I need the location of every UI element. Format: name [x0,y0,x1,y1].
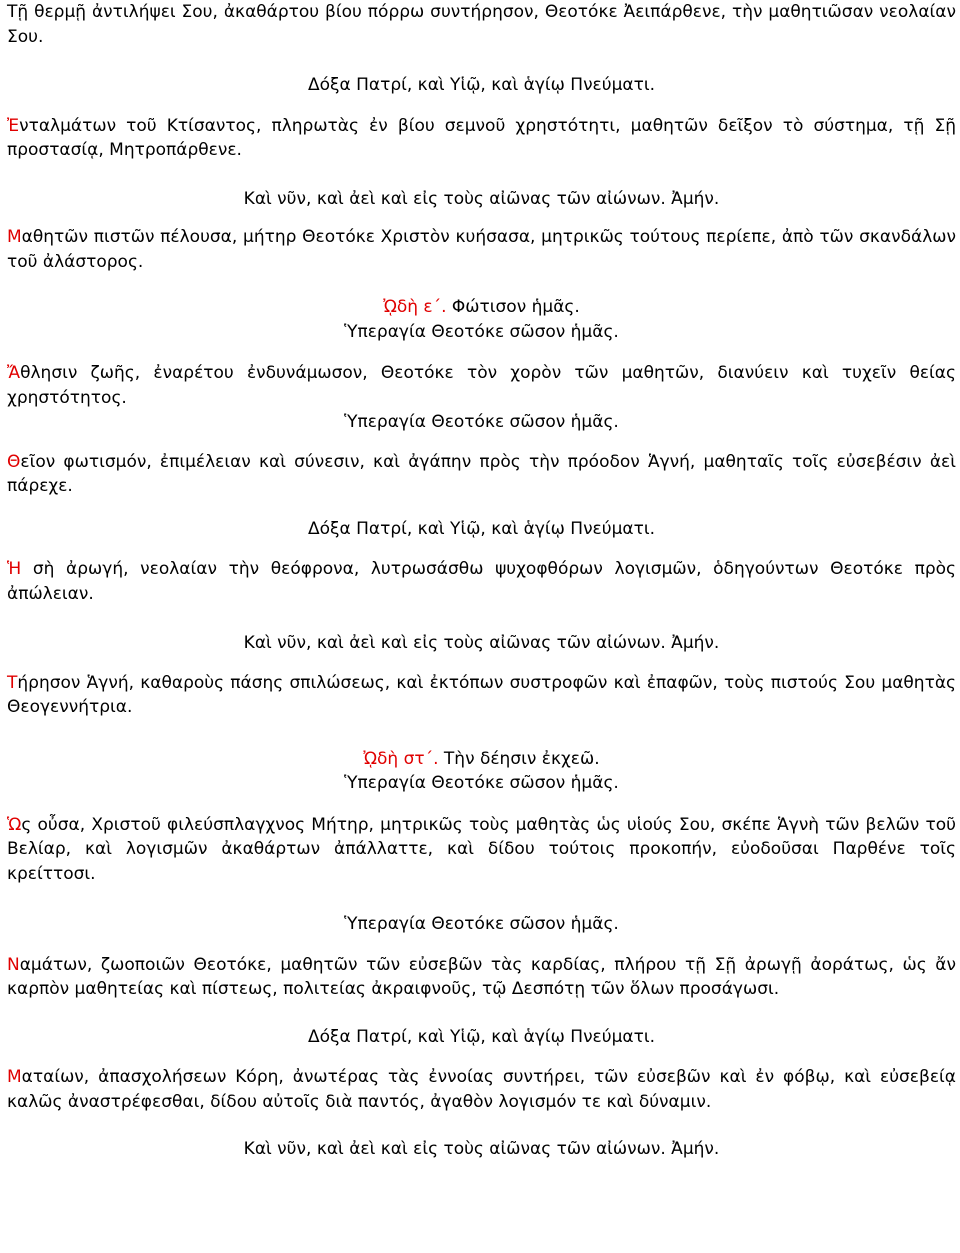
refrain: Ὑπεραγία Θεοτόκε σῶσον ἡμᾶς. [344,914,619,934]
drop-initial: Ἄ [7,363,21,383]
refrain: Ὑπεραγία Θεοτόκε σῶσον ἡμᾶς. [344,412,619,432]
ode-number: ᾨδὴ ε΄. [383,297,447,317]
refrain: Ὑπεραγία Θεοτόκε σῶσον ἡμᾶς. [344,321,619,342]
doxology: Καὶ νῦν, καὶ ἀεὶ καὶ εἰς τοὺς αἰῶνας τῶν αἰώνων. Ἀμήν. [243,1139,720,1159]
troparion-text: αμάτων, ζωοποιῶν Θεοτόκε, μαθητῶν τῶν εὐσεβῶν τὰς καρδίας, πλήρου τῇ Σῇ ἀρωγῇ ἀοράτως, ὡς ἄν καρπὸν μαθητείας καὶ πίστεως, πολιτείας ἀκραιφνοῦς, τῷ Δεσπότῃ τῶν ὅλων προσάγωσι. [7,954,956,999]
troparion [7,114,956,163]
troparion-text: ήρησον Ἁγνή, καθαροὺς πάσης σπιλώσεως, καὶ ἐκτόπων συστροφῶν καὶ ἐπαφῶν, τοὺς πιστούς Σου μαθητὰς Θεογεννήτρια. [7,672,956,717]
troparion-text: νταλμάτων τοῦ Κτίσαντος, πληρωτὰς ἐν βίου σεμνοῦ χρηστότητι, μαθητῶν δεῖξον τὸ σύστημα, τῇ Σῇ προστασίᾳ, Μητροπάρθενε. [7,115,956,160]
doxology: Δόξα Πατρί, καὶ Υἱῷ, καὶ ἁγίῳ Πνεύματι. [307,1026,655,1047]
troparion [7,450,956,499]
ode-heading [7,295,956,320]
troparion-text: ς οὖσα, Χριστοῦ φιλεύσπλαγχνος Μήτηρ, μητρικῶς τοὺς μαθητὰς ὡς υἱούς Σου, σκέπε Ἁγνὴ τῶν βελῶν τοῦ Βελίαρ, καὶ λογισμῶν ἀκαθάρτων ἀπάλλαττε, καὶ δίδου τούτοις προκοπήν, εὐοδοῦσαι Παρθένε τοῖς κρείττοσι. [7,814,956,884]
doxology: Καὶ νῦν, καὶ ἀεὶ καὶ εἰς τοὺς αἰῶνας τῶν αἰώνων. Ἀμήν. [243,633,720,653]
drop-initial: Ἡ [7,559,22,579]
doxology: Καὶ νῦν, καὶ ἀεὶ καὶ εἰς τοὺς αἰῶνας τῶν αἰώνων. Ἀμήν. [243,188,720,209]
troparion-text: σὴ ἀρωγή, νεολαίαν τὴν θεόφρονα, λυτρωσάσθω ψυχοφθόρων λογισμῶν, ὁδηγούντων Θεοτόκε πρὸς ἀπώλειαν. [7,559,956,604]
refrain: Ὑπεραγία Θεοτόκε σῶσον ἡμᾶς. [344,773,619,793]
troparion [7,1065,956,1114]
troparion-text: θλησιν ζωῆς, ἐναρέτου ἐνδυνάμωσον, Θεοτόκε τὸν χορὸν τῶν μαθητῶν, διανύειν καὶ τυχεῖν θείας χρηστότητος. [7,363,956,408]
troparion [7,813,956,887]
troparion [7,671,956,720]
drop-initial: Ὡ [7,814,22,835]
troparion-text: εῖον φωτισμόν, ἐπιμέλειαν καὶ σύνεσιν, καὶ ἀγάπην πρὸς τὴν πρόοδον Ἁγνή, μαθηταῖς τοῖς εὐσεβέσιν ἀεὶ πάρεχε. [7,451,956,496]
drop-initial: Μ [7,1067,22,1087]
troparion [7,225,956,274]
troparion [7,557,956,606]
troparion [7,953,956,1002]
drop-initial: Μ [7,227,22,247]
heirmos-incipit: Τὴν δέησιν ἐκχεῶ. [438,748,600,769]
doxology: Δόξα Πατρί, καὶ Υἱῷ, καὶ ἁγίῳ Πνεύματι. [307,518,655,539]
troparion [7,361,956,410]
doxology: Δόξα Πατρί, καὶ Υἱῷ, καὶ ἁγίῳ Πνεύματι. [307,75,655,95]
drop-initial: Ἐ [7,115,20,136]
drop-initial: Ν [7,954,20,975]
heirmos-incipit: Φώτισον ἡμᾶς. [446,297,580,317]
drop-initial: Θ [7,451,21,472]
ode-number: ᾨδὴ στ΄. [363,748,439,769]
troparion-text: αθητῶν πιστῶν πέλουσα, μήτηρ Θεοτόκε Χριστὸν κυήσασα, μητρικῶς τούτους περίεπε, ἀπὸ τῶν σκανδάλων τοῦ ἀλάστορος. [7,227,956,272]
troparion [7,0,956,49]
ode-heading [7,747,956,772]
troparion-text: αταίων, ἀπασχολήσεων Κόρη, ἀνωτέρας τὰς ἐννοίας συντήρει, τῶν εὐσεβῶν καὶ ἐν φόβῳ, καὶ εὐσεβείᾳ καλῶς ἀναστρέφεσθαι, δίδου αὐτοῖς διὰ παντός, ἀγαθὸν λογισμόν τε καὶ δύναμιν. [7,1067,956,1112]
troparion-text: Τῇ θερμῇ ἀντιλήψει Σου, ἀκαθάρτου βίου πόρρω συντήρησον, Θεοτόκε Ἀειπάρθενε, τὴν μαθητιῶσαν νεολαίαν Σου. [7,2,956,47]
drop-initial: Τ [7,672,18,693]
